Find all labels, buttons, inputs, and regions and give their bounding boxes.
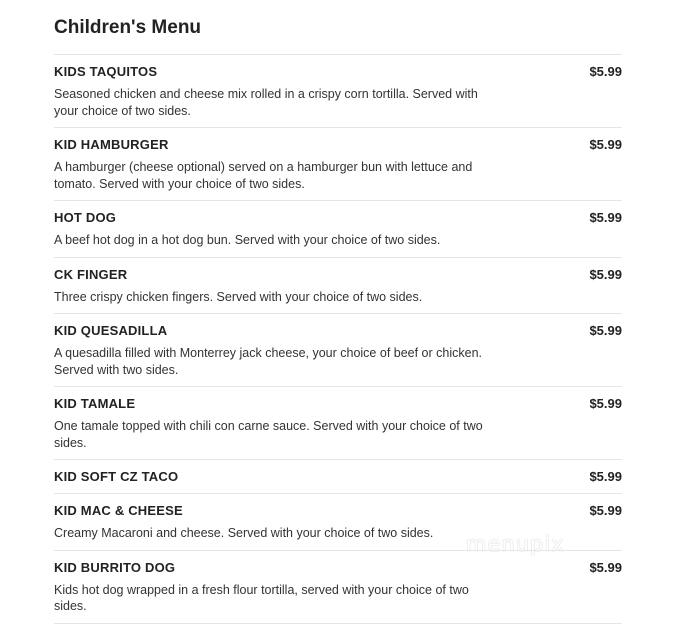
menu-item-header bbox=[54, 210, 622, 226]
menu-item-header bbox=[54, 137, 622, 153]
menu-item-list bbox=[54, 54, 622, 624]
menu-item-price: $5.99 bbox=[589, 559, 622, 575]
menu-item-header bbox=[54, 396, 622, 412]
menu-item-header bbox=[54, 323, 622, 339]
menu-item-description: Seasoned chicken and cheese mix rolled in a crispy corn tortilla. Served with your choice of two sides. bbox=[54, 87, 478, 118]
menu-item-header bbox=[54, 469, 622, 485]
menu-item-description: A beef hot dog in a hot dog bun. Served with your choice of two sides. bbox=[54, 233, 441, 247]
menu-item-name: KID TAMALE bbox=[54, 396, 136, 411]
menu-item-price: $5.99 bbox=[589, 396, 622, 411]
menu-item-price: $5.99 bbox=[589, 137, 622, 152]
menu-item-price: $5.99 bbox=[589, 503, 622, 518]
menu-item-header bbox=[54, 64, 622, 80]
menu-item-description: Three crispy chicken fingers. Served with your choice of two sides. bbox=[54, 289, 423, 304]
menu-item-price: $5.99 bbox=[589, 64, 622, 79]
menu-item-name: KID HAMBURGER bbox=[54, 137, 169, 152]
menu-item bbox=[54, 257, 622, 314]
menu-item bbox=[54, 127, 622, 200]
menu-item-header bbox=[54, 503, 622, 519]
menu-item bbox=[54, 313, 622, 386]
menu-item-description: A hamburger (cheese optional) served on a hamburger bun with lettuce and tomato. Served with your choice of two sides. bbox=[54, 160, 473, 191]
menu-item-name: CK FINGER bbox=[54, 266, 128, 282]
menu-item bbox=[54, 493, 622, 550]
menu-item-description: A quesadilla filled with Monterrey jack cheese, your choice of beef or chicken. Served with two sides. bbox=[54, 346, 483, 377]
menu-item-description: One tamale topped with chili con carne sauce. Served with your choice of two sides. bbox=[54, 419, 483, 450]
menu-item bbox=[54, 550, 622, 624]
menu-item-header bbox=[54, 267, 622, 283]
menu-item bbox=[54, 459, 622, 493]
menupix-watermark: menupix bbox=[466, 532, 565, 556]
menu-item bbox=[54, 200, 622, 257]
menu-item-price: $5.99 bbox=[589, 323, 622, 338]
childrens-menu bbox=[54, 0, 622, 624]
menu-title: Children's Menu bbox=[54, 17, 202, 38]
menu-item-price: $5.99 bbox=[589, 210, 622, 225]
menu-item-name: HOT DOG bbox=[54, 210, 117, 225]
menu-item-name: KID BURRITO DOG bbox=[54, 559, 176, 575]
menu-item bbox=[54, 54, 622, 127]
menu-item-name: KID MAC & CHEESE bbox=[54, 503, 183, 518]
menu-item-name: KID SOFT CZ TACO bbox=[54, 469, 179, 484]
menu-item bbox=[54, 386, 622, 459]
menu-item-name: KID QUESADILLA bbox=[54, 323, 168, 338]
menu-item-header bbox=[54, 560, 622, 576]
menu-item-description: Kids hot dog wrapped in a fresh flour tortilla, served with your choice of two sides. bbox=[54, 582, 469, 613]
menu-item-description: Creamy Macaroni and cheese. Served with your choice of two sides. bbox=[54, 526, 434, 540]
menu-item-price: $5.99 bbox=[589, 469, 622, 484]
menu-item-price: $5.99 bbox=[589, 266, 622, 282]
menu-item-name: KIDS TAQUITOS bbox=[54, 64, 158, 79]
